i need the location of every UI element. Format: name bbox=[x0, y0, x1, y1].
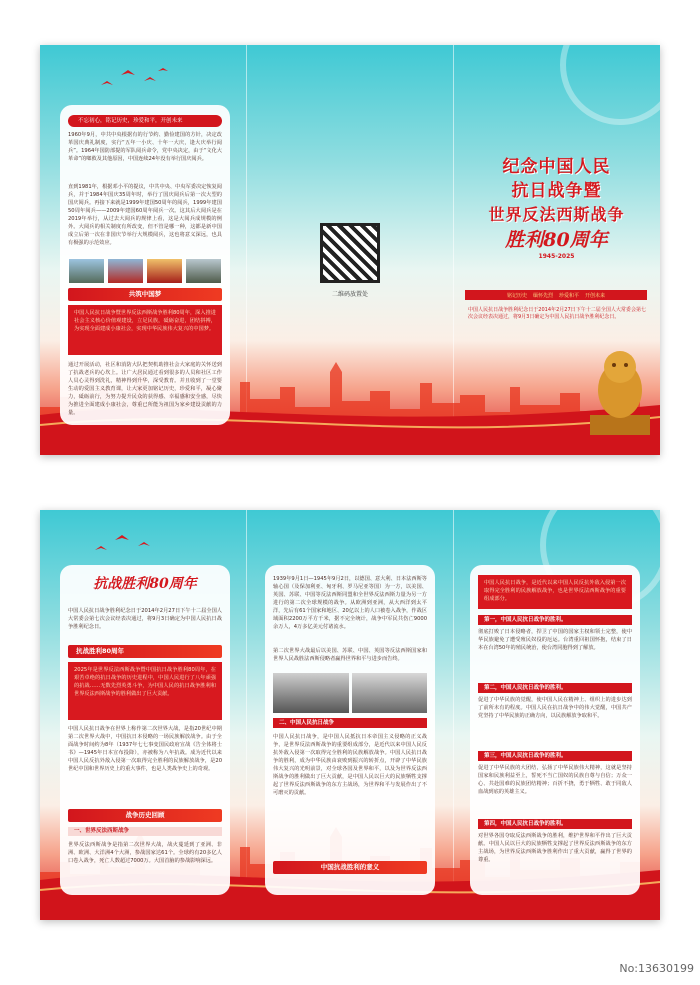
section-title: 抗战胜利80周年 bbox=[76, 647, 125, 655]
war-photos bbox=[273, 673, 427, 713]
slogan-text: 不忘初心，铭记历史，珍爱和平，开创未来 bbox=[78, 118, 183, 124]
tag: 开创未来 bbox=[585, 292, 606, 299]
photo-vehicles bbox=[185, 258, 222, 284]
photo-soldiers bbox=[352, 673, 428, 713]
tag: 铭记历史 bbox=[506, 292, 527, 299]
calligraphy-title: 抗战胜利80周年 bbox=[93, 576, 197, 592]
years-range: 1945-2025 bbox=[538, 253, 575, 260]
history-paragraph-2: 直到1981年，根据邓小平的提议，中共中央、中央军委决定恢复阅兵，并于1984年国庆35周年时，举行了国庆阅兵后第一次大型的国庆阅兵。再接下来就是1999年建国50周年的阅兵，1999年建国50周年阅兵——2009年建国60周年阅兵一次。这其后大阅兵是在2019年举行，从过去大阅兵的规律上看，这是大阅兵成规模的例外。大阅兵的相关制度有所改变，但不管是哪一种，这都是新中国成立后第一次在非国庆节举行大规模阅兵，这也将意义深远，也具有极强的示范效应。 bbox=[68, 184, 222, 246]
panel-war-card bbox=[265, 565, 435, 895]
photo-gate bbox=[146, 258, 183, 284]
cover-intro: 中国人民抗日战争胜利纪念日于2014年2月27日下午十二届全国人大常委会第七次会议经表决通过，将9月3日确定为中国人民抗日战争胜利纪念日。 bbox=[468, 307, 646, 320]
section-bar-significance bbox=[273, 861, 427, 874]
panel-history-card bbox=[60, 105, 230, 425]
qr-code-placeholder bbox=[320, 223, 380, 283]
slogan-banner bbox=[68, 115, 222, 127]
subheading-antifascist: 一、世界反法西斯战争 bbox=[68, 827, 222, 836]
section-title: 战争历史回顾 bbox=[125, 811, 165, 819]
cover-title-line-3: 世界反法西斯战争 bbox=[488, 205, 625, 224]
anniversary-intro: 中国人民抗日战争胜利纪念日于2014年2月27日下午十二届全国人大常委会第七次会议经表决通过，将9月3日确定为中国人民抗日战争胜利纪念日。 bbox=[68, 608, 222, 630]
section-bar-dream bbox=[68, 288, 222, 301]
item-body: 彻底打败了日本侵略者，捍卫了中国的国家主权和领土完整，使中华民族避免了遭受殖民奴役的厄运。台湾重回祖国怀抱，结束了日本在台湾50年的殖民统治，使台湾同胞得到了解放。 bbox=[478, 629, 632, 651]
significance-item-2 bbox=[478, 683, 632, 720]
war-paragraph-2: 第二次世界大战最后以美国、苏联、中国、英国等反法西斯国家和世界人民战胜法西斯侵略者赢得世界和平与进步而告终。 bbox=[273, 648, 427, 662]
dream-red-block: 中国人民抗日战争暨世界反法西斯战争胜利80周年，深入推进社会主义核心价值观建设，立足民族，砥砺奋进，团结拼搏，为实现全面建成小康社会，实现中华民族伟大复兴的中国梦。 bbox=[68, 305, 222, 355]
tag: 缅怀先烈 bbox=[532, 292, 553, 299]
section-bar-80 bbox=[68, 645, 222, 658]
anniversary-red-block: 2025年是世界反法西斯战争暨中国抗日战争胜利80周年，在艰苦卓绝的抗日战争的历史进程中，中国人民进行了八年顽强的抗战……无数先烈英勇斗争，为中国人民的抗日战争胜利和世界反法西斯战争的胜利做出了巨大贡献。 bbox=[68, 662, 222, 720]
significance-item-3 bbox=[478, 751, 632, 796]
section-bar-review bbox=[68, 809, 222, 822]
birds-decoration bbox=[90, 530, 170, 560]
item-body: 对世界各国夺取反法西斯战争的胜利，维护世界和平作出了巨大贡献。中国人民以巨大的民族牺牲支撑起了世界反法西斯战争的东方主战场，为世界反法西斯战争胜利作出了重大贡献，赢得了世界的尊重。 bbox=[478, 833, 632, 863]
anniversary-paragraph-2: 世界反法西斯战争是指第二次世界大战，战火蔓延到了亚洲、非洲、欧洲、大洋洲4个大洲，参战国家达61个。全球约有20多亿人口卷入战争，死亡人数超过7000万。大国首脑的参战影响深远。 bbox=[68, 842, 222, 864]
item-heading: 第二，中国人民抗日战争的胜利。 bbox=[478, 683, 632, 693]
section-title: 中国抗战胜利的意义 bbox=[320, 863, 380, 871]
item-heading: 第一，中国人民抗日战争的胜利。 bbox=[478, 615, 632, 625]
victory-80-title: 胜利80周年 bbox=[505, 229, 608, 251]
panel-anniversary-card bbox=[60, 565, 230, 895]
history-paragraph-1: 1960年9月，中共中央根据有的行节约、勤俭建国的方针，决定改革国庆典礼制度，实行“五年一小庆、十年一大庆，逢大庆举行阅兵”。1964年国防部提的军队阅兵命令，党中央决定，由于“文化大革命”的啷救及其他原因，中国连续24年没有举行国庆阅兵。 bbox=[68, 132, 222, 162]
item-body: 促进了中华民族的大团结，弘扬了中华民族伟大精神，这就是坚持国家和民族利益至上，誓死不当亡国奴的民族自尊与自信；万众一心、共赴国难的民族团结精神；百折不挠，勇于牺牲、敢于同敌人血战到底的英雄主义。 bbox=[478, 765, 632, 795]
significance-item-1 bbox=[478, 615, 632, 652]
brochure-outside bbox=[40, 45, 660, 455]
emblem-decoration bbox=[560, 45, 660, 125]
cover-tag-strip bbox=[465, 290, 647, 300]
section-title: 共筑中国梦 bbox=[128, 290, 162, 298]
war-paragraph-3: 中国人民抗日战争，是中国人民抵抗日本帝国主义侵略的正义战争，是世界反法西斯战争的重要组成部分，是近代以来中国人民反抗外敌入侵第一次取得完全胜利的民族解放战争。中国人民抗日战争的胜利，成为中华民族由衰败到振兴的转折点，开辟了中华民族伟大复兴的光明前景，对全球各国及世界和平，以及为世界反法西斯战争的胜利做出了巨大贡献，是中国人民以巨大的民族牺牲支撑起了世界反法西斯战争的东方主战场，为世界和平与发展作出了不可磨灭的贡献。 bbox=[273, 734, 427, 796]
item-heading: 第四，中国人民抗日战争的胜利。 bbox=[478, 819, 632, 829]
stone-lion-illustration bbox=[585, 345, 655, 435]
photo-leaders bbox=[273, 673, 349, 713]
birds-decoration bbox=[96, 65, 176, 95]
panel-significance-card bbox=[470, 565, 640, 895]
brochure-inside bbox=[40, 510, 660, 920]
significance-intro: 中国人民抗日战争，是近代以来中国人民反抗外敌入侵第一次取得完全胜利的民族解放战争，也是世界反法西斯战争的重要组成部分。 bbox=[478, 575, 632, 609]
tag: 珍爱和平 bbox=[559, 292, 580, 299]
cover-title-line-2: 抗日战争暨 bbox=[511, 181, 602, 201]
item-body: 促进了中华民族的觉醒，使中国人民在精神上、组织上的进步达到了前所未有的程度。中国人民在抗日战争中的伟大觉醒，中国共产党坚持了中华民族的正确方向，以民族解放争取和平。 bbox=[478, 697, 632, 719]
significance-item-4 bbox=[478, 819, 632, 864]
subheading-china-war: 二、中国人民抗日战争 bbox=[273, 718, 427, 728]
item-heading: 第三，中国人民抗日战争的胜利。 bbox=[478, 751, 632, 761]
history-paragraph-3: 通过开展活动，社区和消防大队把契机助推社会大家庭的关怀送到了抗战老兵的心坎上。让广大居民通过看到很多的人员和社区工作人员心灵得到洗礼，精神得到升华，深受教育。并且收到了一堂要生动的爱国主义教育课，让大家更加铭记历史，珍爱和平，凝心聚力，砥砺前行，为努力提升民众的获得感、幸福感和安全感，尽快为推进全面建成小康社会，尊重已所能为祖国为家乡建设贡献的力量。 bbox=[68, 362, 222, 416]
war-paragraph-1: 1939年9月1日—1945年9月2日，以德国、意大利、日本法西斯等轴心国（及保加利亚、匈牙利、罗马尼亚等国）为一方，以美国、英国、苏联、中国等反法西斯同盟和全世界反法西斯力量为另一方进行的第二次全球规模的战争。从欧洲到亚洲，从大西洋到太平洋，先后有61个国家和地区、20亿以上的人口被卷入战争，作战区域面积2200万平方千米，据不完全统计，战争中军民共伤亡9000余万人，4万多亿美元付诸流水。 bbox=[273, 576, 427, 630]
cover-title-line-1: 纪念中国人民 bbox=[502, 157, 611, 177]
parade-photos bbox=[68, 258, 222, 284]
photo-troops bbox=[68, 258, 105, 284]
cover-title bbox=[453, 155, 660, 260]
anniversary-paragraph-1: 中国人民抗日战争在世界上称作第二次世界大战，是指20世纪中期第二次世界大战中，中国抗日本侵略的一场民族解放战争。由于全面战争时间约为8年（1937年七七事变国民政府宣战《告全体将士书》—1945年日本宣布投降），亦被称为八年抗战。成为近代以来中国人民反抗外敌入侵第一次取得完全胜利的民族解放战争，是20世纪中国和世界历史上的重大事件，也是人类战争史上的奇观。 bbox=[68, 726, 222, 772]
photo-tiananmen bbox=[107, 258, 144, 284]
qr-caption: 二维码放置处 bbox=[331, 291, 368, 298]
image-id-watermark: No:13630199 bbox=[619, 962, 694, 975]
